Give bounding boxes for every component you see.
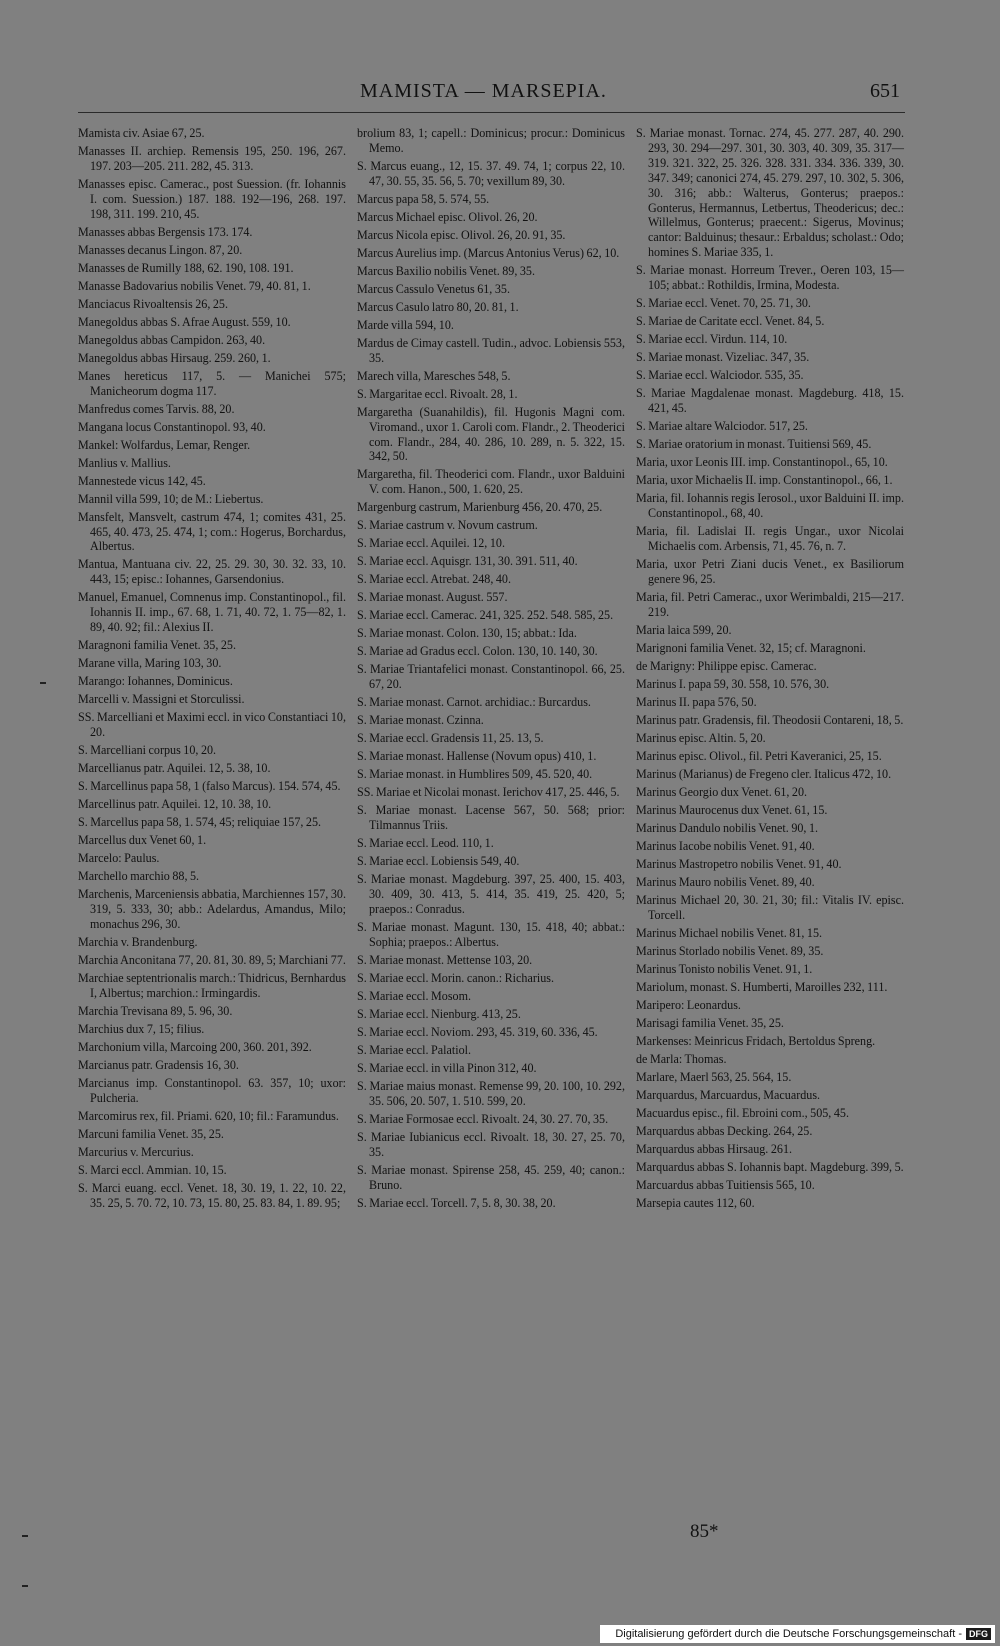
index-entry: S. Marcus euang., 12, 15. 37. 49. 74, 1; corpus 22, 10. 47, 30. 55, 35. 56, 5. 70; vexillum 89, 30. [357,158,625,188]
index-entry: S. Mariae eccl. Walciodor. 535, 35. [636,368,804,383]
index-entry: S. Mariae eccl. Mosom. [357,988,472,1003]
index-entry: S. Mariae eccl. Camerac. 241, 325. 252. 548. 585, 25. [357,608,614,623]
index-entry: Maragnoni familia Venet. 35, 25. [78,638,236,653]
index-entry: Marcomirus rex, fil. Priami. 620, 10; fil.: Faramundus. [78,1108,339,1123]
index-entry: Marcus Michael episc. Olivol. 26, 20. [357,209,538,224]
index-entry: Manegoldus abbas Campidon. 263, 40. [78,332,266,347]
index-entry: Manasses de Rumilly 188, 62. 190, 108. 191. [78,260,294,275]
index-entry: S. Mariae monast. Magdeburg. 397, 25. 400, 15. 403, 30. 409, 30. 413, 5. 414, 35. 419, 25. 420, 5; praepos.: Conradus. [357,872,625,916]
index-entry: Marinus episc. Altin. 5, 20. [636,730,766,745]
index-entry: Mansfelt, Mansvelt, castrum 474, 1; comites 431, 25. 465, 40. 473, 25. 474, 1; com.: Hogerus, Borchardus, Albertus. [78,509,346,554]
index-entry: Marcellianus patr. Aquilei. 12, 5. 38, 10. [78,761,271,776]
index-entry: Manasses episc. Camerac., post Suession. (fr. Iohannis I. com. Suession.) 187. 188. 192—196, 268. 197. 198, 311. 199. 210, 45. [78,176,346,221]
index-entry: S. Mariae eccl. Morin. canon.: Richarius. [357,970,554,985]
index-entry: S. Mariae eccl. Torcell. 7, 5. 8, 30. 38, 20. [357,1195,556,1210]
index-entry: S. Mariae Magdalenae monast. Magdeburg. 418, 15. 421, 45. [636,386,904,416]
index-entry: S. Mariae Formosae eccl. Rivoalt. 24, 30. 27. 70, 35. [357,1111,609,1126]
index-entry: Manasses II. archiep. Remensis 195, 250. 196, 267. 197. 203—205. 211. 282, 45. 313. [78,144,346,173]
index-entry: Mamista civ. Asiae 67, 25. [78,126,205,140]
index-entry: Manfredus comes Tarvis. 88, 20. [78,401,235,416]
index-entry: de Marla: Thomas. [636,1051,727,1066]
index-entry: Margenburg castrum, Marienburg 456, 20. 470, 25. [357,500,603,515]
index-entry: Margaretha (Suanahildis), fil. Hugonis Magni com. Viromand., uxor 1. Caroli com. Flandr., 2. Theoderici com. Flandr., 284, 40. 286, 10. 289, n. 5. 322, 15. 342, 50. [357,404,625,464]
index-entry: Marinus II. papa 576, 50. [636,694,757,709]
index-entry: S. Marci eccl. Ammian. 10, 15. [78,1162,227,1177]
index-entry: Marquardus abbas Decking. 264, 25. [636,1123,813,1138]
index-entry: S. Mariae monast. Spirense 258, 45. 259, 40; canon.: Bruno. [357,1162,625,1192]
index-entry: Manegoldus abbas S. Afrae August. 559, 10. [78,314,291,329]
index-entry: S. Mariae castrum v. Novum castrum. [357,518,538,533]
index-entry: Mannestede vicus 142, 45. [78,473,206,488]
page-title: MAMISTA — MARSEPIA. [360,80,607,102]
index-entry: Marango: Iohannes, Dominicus. [78,674,233,689]
index-entry: S. Mariae eccl. Noviom. 293, 45. 319, 60. 336, 45. [357,1024,598,1039]
index-entry: S. Mariae eccl. Nienburg. 413, 25. [357,1006,521,1021]
index-entry: Marinus episc. Olivol., fil. Petri Kaveranici, 25, 15. [636,748,882,763]
index-entry: Marcus Baxilio nobilis Venet. 89, 35. [357,263,535,278]
index-entry: Marde villa 594, 10. [357,317,454,332]
index-entry: S. Mariae monast. Czinna. [357,713,484,728]
index-entry: Marisagi familia Venet. 35, 25. [636,1015,784,1030]
index-entry: Maria, fil. Petri Camerac., uxor Werimbaldi, 215—217. 219. [636,589,904,619]
index-entry: S. Mariae eccl. in villa Pinon 312, 40. [357,1060,537,1075]
index-entry: S. Mariae monast. Vizeliac. 347, 35. [636,350,810,365]
index-entry: Maripero: Leonardus. [636,997,741,1012]
index-entry: S. Mariae Iubianicus eccl. Rivoalt. 18, 30. 27, 25. 70, 35. [357,1129,625,1159]
index-entry: Mannil villa 599, 10; de M.: Liebertus. [78,491,264,506]
index-entry: S. Mariae eccl. Gradensis 11, 25. 13, 5. [357,731,544,746]
index-entry: Marquardus abbas S. Iohannis bapt. Magdeburg. 399, 5. [636,1159,904,1174]
index-entry: Marchia Trevisana 89, 5. 96, 30. [78,1003,233,1018]
index-entry: Mankel: Wolfardus, Lemar, Renger. [78,437,251,452]
index-entry: Marinus Maurocenus dux Venet. 61, 15. [636,802,828,817]
index-entry: S. Mariae maius monast. Remense 99, 20. 100, 10. 292, 35. 506, 20. 507, 1. 510. 599, 20. [357,1078,625,1108]
index-column-left [78,126,346,1214]
index-entry: Manes hereticus 117, 5. — Manichei 575; Manicheorum dogma 117. [78,368,346,398]
index-column-middle [357,126,625,1214]
index-entry: Manasse Badovarius nobilis Venet. 79, 40. 81, 1. [78,278,311,293]
index-entry: Manegoldus abbas Hirsaug. 259. 260, 1. [78,350,271,365]
index-entry: Marcianus imp. Constantinopol. 63. 357, 10; uxor: Pulcheria. [78,1075,346,1105]
index-entry: S. Mariae monast. Carnot. archidiac.: Burcardus. [357,695,591,710]
index-entry: Marchello marchio 88, 5. [78,869,200,884]
index-entry: Marinus Iacobe nobilis Venet. 91, 40. [636,838,815,853]
index-entry: Marchenis, Marceniensis abbatia, Marchiennes 157, 30. 319, 5. 333, 30; abb.: Adelardus, Amandus, Milo; monachus 296, 30. [78,887,346,931]
index-entry: Marinus (Marianus) de Fregeno cler. Italicus 472, 10. [636,766,892,781]
signature-mark: 85* [690,1521,719,1542]
index-entry: Marcus Casulo latro 80, 20. 81, 1. [357,299,519,314]
index-entry: Marcellinus patr. Aquilei. 12, 10. 38, 10. [78,797,272,812]
index-entry: Marcuni familia Venet. 35, 25. [78,1126,224,1141]
running-header [360,80,900,108]
index-entry: Marquardus, Marcuardus, Macuardus. [636,1087,821,1102]
header-rule [78,112,905,113]
index-entry: Marcelo: Paulus. [78,851,160,866]
index-entry: Macuardus episc., fil. Ebroini com., 505, 45. [636,1105,849,1120]
index-entry: Maria, uxor Michaelis II. imp. Constantinopol., 66, 1. [636,473,893,488]
index-entry: Marsepia cautes 112, 60. [636,1195,755,1210]
index-entry: Marinus patr. Gradensis, fil. Theodosii Contareni, 18, 5. [636,712,904,727]
index-entry: S. Mariae eccl. Palatiol. [357,1042,472,1057]
index-entry: Marinus Storlado nobilis Venet. 89, 35. [636,943,824,958]
index-entry: Marchonium villa, Marcoing 200, 360. 201, 392. [78,1039,312,1054]
index-entry: Marcianus patr. Gradensis 16, 30. [78,1057,239,1072]
index-entry: Marinus Michael 20, 30. 21, 30; fil.: Vitalis IV. episc. Torcell. [636,892,904,922]
index-entry: Manasses decanus Lingon. 87, 20. [78,242,243,257]
index-entry: S. Mariae monast. Tornac. 274, 45. 277. 287, 40. 290. 293, 30. 294—297. 301, 30. 303, 40. 309, 35. 317—319. 321. 322, 25. 326. 328. 331. 334. 336. 339, 30. 347. 349; canonici 274, 45. 279. 297, 10. 302, 5. 306, 30. 316; abb.: Walterus, Gonterus; praepos.: Gonterus, Hermannus, Letbertus, Theodericus; dec.: Willelmus, Gonterus; praecent.: Sigerus, Movinus; cantor: Balduinus; thesaur.: Erbaldus; scholast.: Odo; homines S. Mariae 335, 1. [636,126,904,260]
index-entry: Marinus Michael nobilis Venet. 81, 15. [636,925,823,940]
index-entry: Marinus Dandulo nobilis Venet. 90, 1. [636,820,819,835]
index-entry: Marcus papa 58, 5. 574, 55. [357,191,490,206]
index-entry: Marcelli v. Massigni et Storculissi. [78,692,245,707]
index-entry: SS. Mariae et Nicolai monast. Ierichov 417, 25. 446, 5. [357,785,620,800]
index-entry: S. Mariae monast. Hallense (Novum opus) 410, 1. [357,749,597,764]
index-entry: Manuel, Emanuel, Comnenus imp. Constantinopol., fil. Iohannis II. imp., 67. 68, 1. 71, 40. 72, 1. 75—82, 1. 89, 40. 92; fil.: Alexius II. [78,590,346,635]
index-entry: Marlare, Maerl 563, 25. 564, 15. [636,1069,792,1084]
index-entry: S. Marcellinus papa 58, 1 (falso Marcus). 154. 574, 45. [78,779,341,794]
index-entry: Marech villa, Maresches 548, 5. [357,368,511,383]
index-entry: S. Mariae eccl. Atrebat. 248, 40. [357,572,511,587]
index-entry: Maria, uxor Petri Ziani ducis Venet., ex Basiliorum genere 96, 25. [636,556,904,586]
index-entry: Marcus Nicola episc. Olivol. 26, 20. 91, 35. [357,227,566,242]
index-entry: SS. Marcelliani et Maximi eccl. in vico Constantiaci 10, 20. [78,710,346,740]
index-entry: S. Mariae Triantafelici monast. Constantinopol. 66, 25. 67, 20. [357,662,625,692]
index-entry: Markenses: Meinricus Fridach, Bertoldus Spreng. [636,1033,876,1048]
index-entry: Margaretha, fil. Theoderici com. Flandr., uxor Balduini V. com. Hanon., 500, 1. 620, 25. [357,467,625,497]
index-column-right [636,126,904,1214]
index-entry: S. Margaritae eccl. Rivoalt. 28, 1. [357,386,518,401]
index-entry: S. Marci euang. eccl. Venet. 18, 30. 19, 1. 22, 10. 22, 35. 25, 5. 70. 72, 10. 73, 15. 80, 25. 83. 84, 1. 89. 95; [78,1180,346,1210]
index-entry: Marane villa, Maring 103, 30. [78,656,222,671]
index-entry: Marchius dux 7, 15; filius. [78,1021,205,1036]
index-entry: S. Mariae monast. Horreum Trever., Oeren 103, 15—105; abbat.: Rothildis, Irmina, Modesta. [636,263,904,293]
index-entry: S. Marcellus papa 58, 1. 574, 45; reliquiae 157, 25. [78,815,322,830]
digitization-credit [600,1625,995,1643]
index-entry: Marchia Anconitana 77, 20. 81, 30. 89, 5; Marchiani 77. [78,952,346,967]
index-entry: S. Mariae monast. Magunt. 130, 15. 418, 40; abbat.: Sophia; praepos.: Albertus. [357,919,625,949]
index-entry: Marcellus dux Venet 60, 1. [78,833,207,848]
index-entry: Marquardus abbas Hirsaug. 261. [636,1141,793,1156]
index-entry: S. Mariae monast. August. 557. [357,590,508,605]
page-number: 651 [870,80,900,102]
index-entry: Marinus Tonisto nobilis Venet. 91, 1. [636,961,813,976]
index-entry: Marcurius v. Mercurius. [78,1144,194,1159]
index-entry: brolium 83, 1; capell.: Dominicus; procur.: Dominicus Memo. [357,126,625,155]
index-entry: Mardus de Cimay castell. Tudin., advoc. Lobiensis 553, 35. [357,335,625,365]
index-entry: S. Mariae oratorium in monast. Tuitiensi 569, 45. [636,437,872,452]
index-entry: Manasses abbas Bergensis 173. 174. [78,224,253,239]
index-entry: S. Mariae monast. in Humblires 509, 45. 520, 40. [357,767,593,782]
index-entry: Marignoni familia Venet. 32, 15; cf. Maragnoni. [636,640,866,655]
index-entry: Maria, fil. Iohannis regis Ierosol., uxor Balduini II. imp. Constantinopol., 68, 40. [636,491,904,520]
index-entry: S. Mariae eccl. Aquisgr. 131, 30. 391. 511, 40. [357,554,578,569]
index-entry: Marinus Mauro nobilis Venet. 89, 40. [636,874,815,889]
margin-mark [40,682,46,684]
index-entry: Mantua, Mantuana civ. 22, 25. 29. 30, 30. 32. 33, 10. 443, 15; episc.: Iohannes, Garsendonius. [78,557,346,587]
index-entry: Manciacus Rivoaltensis 26, 25. [78,296,228,311]
index-entry: Maria laica 599, 20. [636,622,732,637]
index-entry: S. Mariae altare Walciodor. 517, 25. [636,419,808,434]
index-entry: S. Mariae eccl. Virdun. 114, 10. [636,332,788,347]
index-entry: Mariolum, monast. S. Humberti, Maroilles 232, 111. [636,979,888,994]
index-entry: Marchia v. Brandenburg. [78,934,198,949]
dfg-logo: DFG [966,1628,991,1640]
index-entry: S. Mariae eccl. Leod. 110, 1. [357,836,494,851]
index-entry: de Marigny: Philippe episc. Camerac. [636,658,817,673]
index-entry: S. Mariae de Caritate eccl. Venet. 84, 5. [636,314,825,329]
credit-text: Digitalisierung gefördert durch die Deutsche Forschungsgemeinschaft - [615,1628,962,1640]
margin-mark [22,1585,28,1587]
margin-mark [22,1535,28,1537]
index-entry: Marcus Aurelius imp. (Marcus Antonius Verus) 62, 10. [357,245,620,260]
index-entry: Maria, fil. Ladislai II. regis Ungar., uxor Nicolai Michaelis com. Arbensis, 71, 45. 76, n. 7. [636,523,904,553]
index-entry: Maria, uxor Leonis III. imp. Constantinopol., 65, 10. [636,455,888,470]
index-entry: Marinus Georgio dux Venet. 61, 20. [636,784,808,799]
index-entry: S. Mariae eccl. Aquilei. 12, 10. [357,536,505,551]
index-entry: Manlius v. Mallius. [78,455,171,470]
index-entry: Marinus Mastropetro nobilis Venet. 91, 40. [636,856,842,871]
index-entry: Marcuardus abbas Tuitiensis 565, 10. [636,1177,815,1192]
index-entry: S. Mariae monast. Colon. 130, 15; abbat.: Ida. [357,626,577,641]
index-entry: S. Mariae ad Gradus eccl. Colon. 130, 10. 140, 30. [357,644,598,659]
index-entry: S. Mariae monast. Lacense 567, 50. 568; prior: Tilmannus Triis. [357,803,625,833]
index-entry: S. Mariae eccl. Lobiensis 549, 40. [357,854,520,869]
index-entry: Marcus Cassulo Venetus 61, 35. [357,281,510,296]
index-entry: S. Mariae eccl. Venet. 70, 25. 71, 30. [636,296,811,311]
index-entry: Mangana locus Constantinopol. 93, 40. [78,419,266,434]
index-entry: S. Mariae monast. Mettense 103, 20. [357,952,533,967]
index-entry: Marchiae septentrionalis march.: Thidricus, Bernhardus I, Albertus; marchion.: Irmingardis. [78,970,346,1000]
index-entry: Marinus I. papa 59, 30. 558, 10. 576, 30. [636,676,830,691]
index-entry: S. Marcelliani corpus 10, 20. [78,743,217,758]
